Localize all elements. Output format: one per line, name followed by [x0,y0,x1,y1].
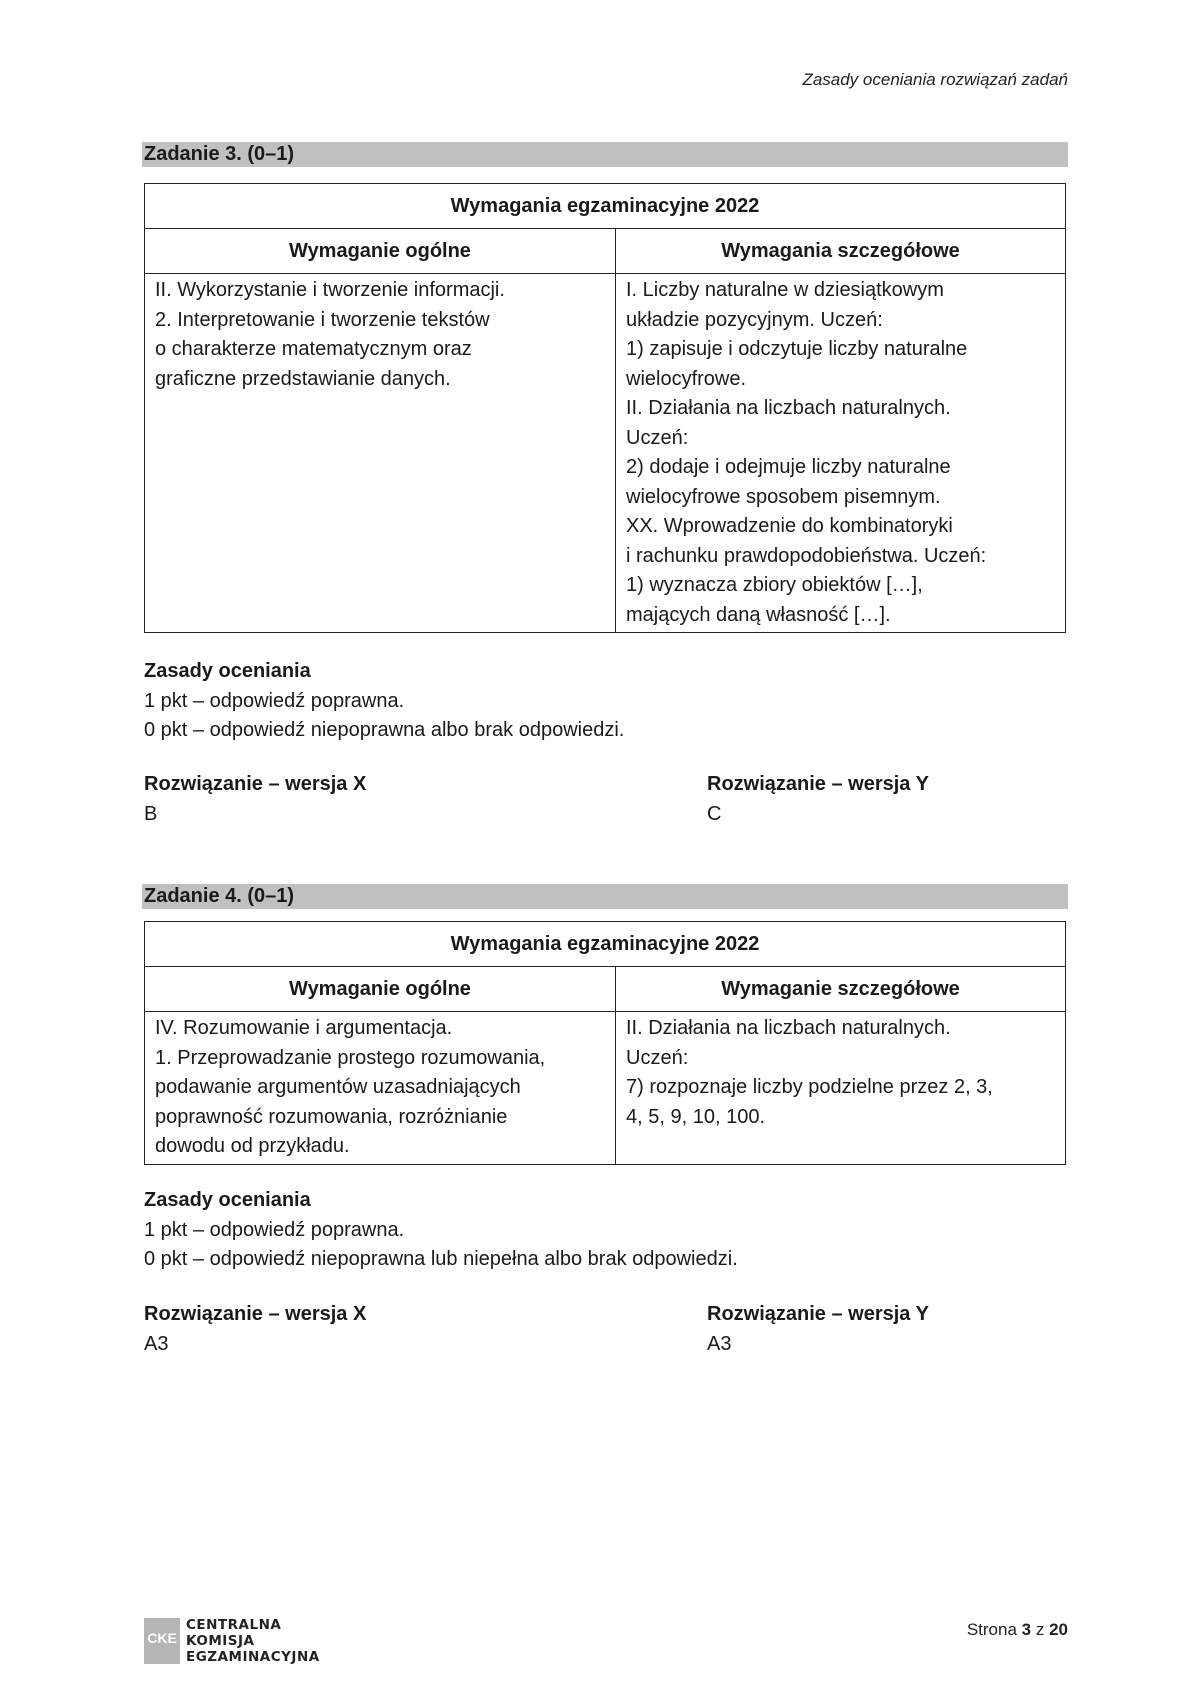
text-line: 1) zapisuje i odczytuje liczby naturalne [626,338,968,360]
column-header-general: Wymaganie ogólne [145,967,616,1012]
scoring-title: Zasady oceniania [144,660,311,682]
text-line: 2. Interpretowanie i tworzenie tekstów [155,308,490,331]
task-3-scoring [144,657,624,746]
text-line: wielocyfrowe. [626,367,747,390]
text-line: Uczeń: [626,1046,689,1069]
task-4-solution-y [707,1300,929,1359]
column-header-general: Wymaganie ogólne [145,229,616,274]
text-line: podawanie argumentów uzasadniających [155,1076,521,1098]
logo-line: KOMISJA [186,1633,255,1649]
general-requirement-cell [145,1012,616,1165]
scoring-title: Zasady oceniania [144,1189,311,1211]
logo-text [186,1617,320,1665]
solution-x-value: B [144,802,158,825]
text-line: I. Liczby naturalne w dziesiątkowym [626,279,944,301]
task-3-title: Zadanie 3. (0–1) [142,142,1068,167]
task-3-requirements-table [144,183,1066,633]
logo-line: CENTRALNA [186,1617,282,1633]
solution-y-value: C [707,802,722,825]
page-current: 3 [1021,1620,1032,1639]
specific-requirement-cell [616,274,1066,633]
document-header-title: Zasady oceniania rozwiązań zadań [802,70,1068,89]
text-line: XX. Wprowadzenie do kombinatoryki [626,515,953,537]
text-line: układzie pozycyjnym. Uczeń: [626,308,883,331]
solution-y-label: Rozwiązanie – wersja Y [707,1303,929,1325]
column-header-specific: Wymaganie szczegółowe [616,967,1066,1012]
scoring-line: 1 pkt – odpowiedź poprawna. [144,1218,405,1241]
task-3-solution-x [144,770,366,829]
solution-x-value: A3 [144,1332,169,1355]
scoring-line: 0 pkt – odpowiedź niepoprawna albo brak odpowiedzi. [144,719,625,741]
cke-logo [144,1617,320,1665]
cke-logo-mark-icon [144,1618,180,1664]
text-line: mających daną własność […]. [626,603,891,626]
column-header-specific: Wymagania szczegółowe [616,229,1066,274]
text-line: 7) rozpoznaje liczby podzielne przez 2, 3, [626,1076,993,1098]
text-line: 1) wyznacza zbiory obiektów […], [626,574,923,596]
text-line: graficzne przedstawianie danych. [155,367,451,390]
text-line: Uczeń: [626,426,689,449]
logo-mark-text: CKE [147,1630,177,1646]
table-title: Wymagania egzaminacyjne 2022 [145,922,1066,967]
text-line: 2) dodaje i odejmuje liczby naturalne [626,456,951,478]
scoring-line: 0 pkt – odpowiedź niepoprawna lub niepełna albo brak odpowiedzi. [144,1248,738,1270]
text-line: o charakterze matematycznym oraz [155,338,472,360]
text-line: IV. Rozumowanie i argumentacja. [155,1017,453,1039]
page-total: 20 [1049,1620,1068,1639]
logo-line: EGZAMINACYJNA [186,1649,320,1665]
text-line: wielocyfrowe sposobem pisemnym. [626,485,941,508]
text-line: II. Wykorzystanie i tworzenie informacji. [155,279,505,301]
text-line: II. Działania na liczbach naturalnych. [626,397,951,419]
solution-y-value: A3 [707,1332,732,1355]
page-sep: z [1035,1620,1045,1639]
text-line: i rachunku prawdopodobieństwa. Uczeń: [626,544,987,567]
solution-y-label: Rozwiązanie – wersja Y [707,773,929,795]
solution-x-label: Rozwiązanie – wersja X [144,773,367,795]
general-requirement-cell [145,274,616,633]
task-4-requirements-table [144,921,1066,1165]
specific-requirement-cell [616,1012,1066,1165]
task-3-solution-y [707,770,929,829]
text-line: II. Działania na liczbach naturalnych. [626,1017,951,1039]
task-4-solution-x [144,1300,366,1359]
page-number [967,1620,1068,1640]
scoring-line: 1 pkt – odpowiedź poprawna. [144,689,405,712]
solution-x-label: Rozwiązanie – wersja X [144,1303,367,1325]
task-4-title: Zadanie 4. (0–1) [142,884,1068,909]
text-line: poprawność rozumowania, rozróżnianie [155,1105,508,1128]
table-title: Wymagania egzaminacyjne 2022 [145,184,1066,229]
task-4-scoring [144,1186,738,1275]
text-line: dowodu od przykładu. [155,1135,350,1157]
text-line: 1. Przeprowadzanie prostego rozumowania, [155,1046,546,1069]
page-prefix: Strona [966,1620,1017,1639]
text-line: 4, 5, 9, 10, 100. [626,1105,765,1128]
